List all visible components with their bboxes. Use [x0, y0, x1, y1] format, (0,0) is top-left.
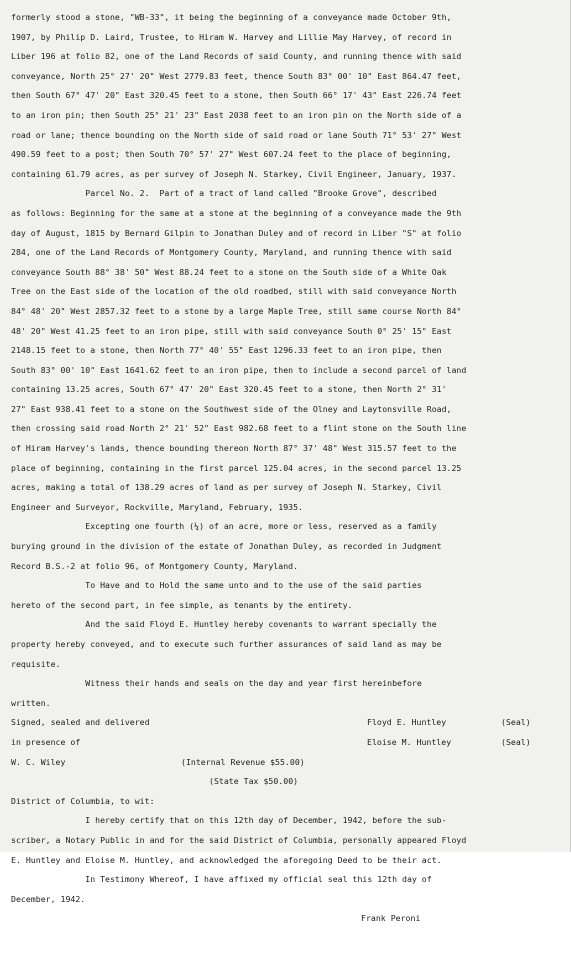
- internal-revenue-stamp: (Internal Revenue $55.00): [181, 756, 305, 767]
- deed-text-line: 490.59 feet to a post; then South 70° 57' 27" West 607.24 feet to the place of beginning,: [11, 149, 452, 160]
- deed-text-line: day of August, 1815 by Bernard Gilpin to Jonathan Duley and of record in Liber "S" at folio: [11, 227, 462, 238]
- deed-text-line: burying ground in the division of the estate of Jonathan Duley, as recorded in Judgment: [11, 541, 442, 552]
- signature-row-4: [11, 772, 564, 792]
- notary-row: [11, 909, 564, 929]
- deed-text: [11, 8, 564, 929]
- deed-text-line: to an iron pin; then South 25° 21' 23" East 2038 feet to an iron pin on the North side of a: [11, 109, 462, 120]
- deed-text-line: 48' 20" West 41.25 feet to an iron pipe, still with said conveyance South 0° 25' 15" East: [11, 325, 452, 336]
- deed-text-line: Record B.S.-2 at folio 96, of Montgomery County, Maryland.: [11, 560, 299, 571]
- grantor-signature-2: Eloise M. Huntley: [367, 736, 452, 747]
- signature-row-1: [11, 713, 564, 733]
- deed-text-line: Liber 196 at folio 82, one of the Land Records of said County, and running thence with said: [11, 51, 462, 62]
- deed-text-line: hereto of the second part, in fee simple, as tenants by the entirety.: [11, 599, 353, 610]
- acknowledgment-line: I hereby certify that on this 12th day of December, 1942, before the sub-: [11, 815, 447, 826]
- deed-text-line: To Have and to Hold the same unto and to the use of the said parties: [11, 580, 422, 591]
- deed-text-line: Engineer and Surveyor, Rockville, Maryland, February, 1935.: [11, 501, 304, 512]
- deed-text-line: formerly stood a stone, "WB-33", it being the beginning of a conveyance made October 9th,: [11, 12, 452, 22]
- deed-text-line: as follows: Beginning for the same at a stone at the beginning of a conveyance made the 9th: [11, 207, 462, 218]
- deed-text-line: Tree on the East side of the location of the old roadbed, still with said conveyance North: [11, 286, 457, 297]
- deed-text-line: 27" East 938.41 feet to a stone on the Southwest side of the Olney and Laytonsville Road,: [11, 403, 452, 414]
- deed-text-line: Excepting one fourth (¼) of an acre, more or less, reserved as a family: [11, 521, 437, 532]
- seal-label-1: (Seal): [501, 717, 531, 728]
- deed-text-line: Parcel No. 2. Part of a tract of land called "Brooke Grove", described: [11, 188, 437, 199]
- deed-text-line: And the said Floyd E. Huntley hereby covenants to warrant specially the: [11, 619, 437, 630]
- witness-name: W. C. Wiley: [11, 756, 66, 767]
- acknowledgment-line: E. Huntley and Eloise M. Huntley, and acknowledged the aforegoing Deed to be their act.: [11, 854, 442, 865]
- signature-row-3: [11, 753, 564, 773]
- deed-text-line: conveyance South 88° 38' 50" West 88.24 feet to a stone on the South side of a White Oak: [11, 266, 447, 277]
- deed-text-line: then crossing said road North 2° 21' 52" East 982.68 feet to a flint stone on the South line: [11, 423, 467, 434]
- deed-text-line: Witness their hands and seals on the day and year first hereinbefore: [11, 678, 422, 689]
- deed-text-line: place of beginning, containing in the first parcel 125.04 acres, in the second parcel 13.25: [11, 462, 462, 473]
- deed-text-line: South 83° 00' 10" East 1641.62 feet to an iron pipe, then to include a second parcel of land: [11, 364, 467, 375]
- acknowledgment-line: District of Columbia, to wit:: [11, 795, 155, 806]
- signature-row-2: [11, 733, 564, 753]
- signed-sealed-delivered: Signed, sealed and delivered: [11, 717, 150, 728]
- deed-text-line: then South 67° 47' 20" East 320.45 feet to a stone, then South 66° 17' 43" East 226.74 feet: [11, 90, 462, 101]
- in-presence-of: in presence of: [11, 736, 81, 747]
- deed-text-line: conveyance, North 25° 27' 20" West 2779.83 feet, thence South 83° 00' 10" East 864.47 feet,: [11, 70, 462, 81]
- deed-text-line: 1907, by Philip D. Laird, Trustee, to Hiram W. Harvey and Lillie May Harvey, of record in: [11, 31, 452, 42]
- deed-text-line: acres, making a total of 138.29 acres of land as per survey of Joseph N. Starkey, Civil: [11, 482, 442, 493]
- state-tax-stamp: (State Tax $50.00): [209, 776, 299, 787]
- acknowledgment: [11, 792, 564, 910]
- deed-text-line: written.: [11, 697, 51, 708]
- deed-body: [11, 8, 564, 713]
- deed-text-line: of Hiram Harvey's lands, thence bounding thereon North 87° 37' 48" West 315.57 feet to the: [11, 443, 457, 454]
- acknowledgment-line: In Testimony Whereof, I have affixed my official seal this 12th day of: [11, 874, 432, 885]
- deed-text-line: containing 13.25 acres, South 67° 47' 20" East 320.45 feet to a stone, then North 2° 31': [11, 384, 447, 395]
- grantor-signature-1: Floyd E. Huntley: [367, 717, 447, 728]
- deed-text-line: 84° 48' 20" West 2857.32 feet to a stone by a large Maple Tree, still same course North 84°: [11, 305, 462, 316]
- notary-signature: Frank Peroni: [361, 913, 421, 924]
- deed-text-line: requisite.: [11, 658, 61, 669]
- deed-text-line: 284, one of the Land Records of Montgomery County, Maryland, and running thence with said: [11, 247, 452, 258]
- seal-label-2: (Seal): [501, 736, 531, 747]
- acknowledgment-line: December, 1942.: [11, 893, 86, 904]
- deed-text-line: road or lane; thence bounding on the North side of said road or lane South 71° 53' 27" West: [11, 129, 462, 140]
- deed-text-line: 2148.15 feet to a stone, then North 77° 40' 55" East 1296.33 feet to an iron pipe, then: [11, 345, 442, 356]
- deed-text-line: containing 61.79 acres, as per survey of Joseph N. Starkey, Civil Engineer, January, 1937.: [11, 168, 457, 179]
- acknowledgment-line: scriber, a Notary Public in and for the said District of Columbia, personally appeared Floyd: [11, 834, 467, 845]
- deed-text-line: property hereby conveyed, and to execute such further assurances of said land as may be: [11, 639, 442, 649]
